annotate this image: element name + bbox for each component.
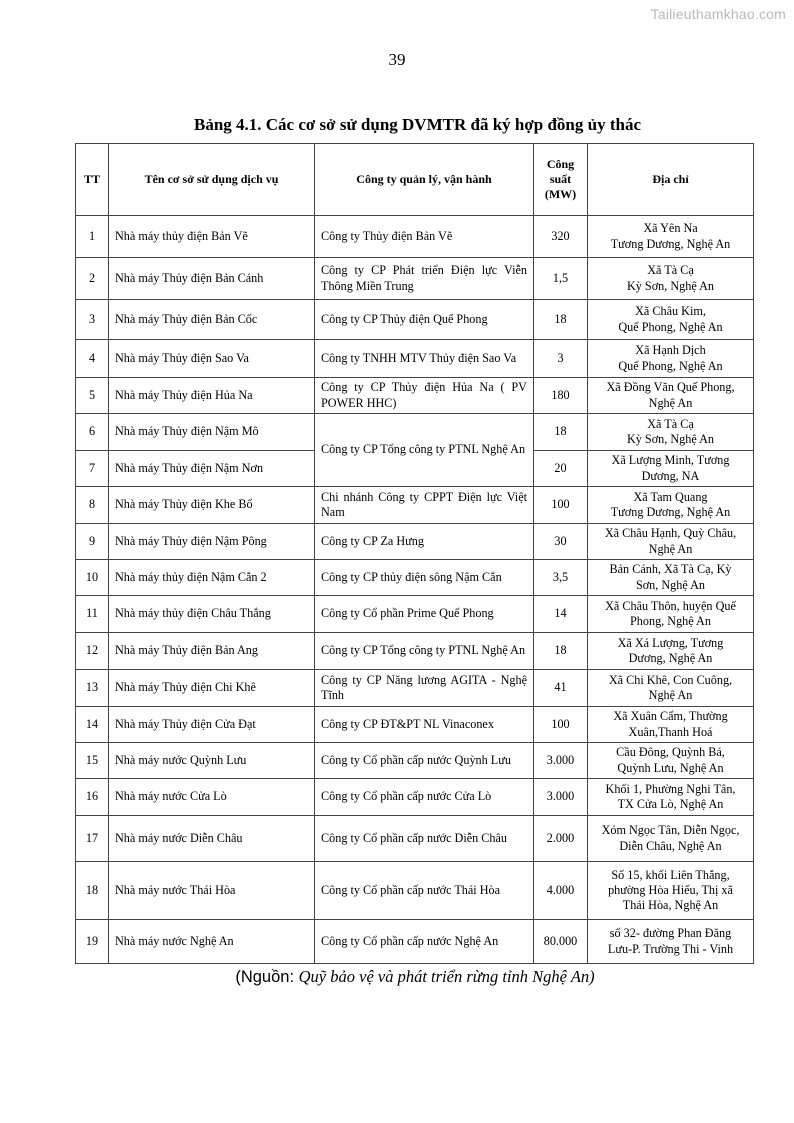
facility-name: Nhà máy nước Nghệ An <box>109 920 315 964</box>
address-line-1: Xã Xuân Cẩm, Thường <box>613 709 728 724</box>
capacity-value: 1,5 <box>534 258 588 300</box>
capacity-value: 3,5 <box>534 560 588 596</box>
table-row <box>76 340 754 378</box>
facility-name: Nhà máy Thủy điện Cửa Đạt <box>109 707 315 743</box>
table-row <box>76 560 754 596</box>
row-number: 18 <box>76 862 109 920</box>
address <box>588 300 754 340</box>
capacity-value: 80.000 <box>534 920 588 964</box>
row-number: 10 <box>76 560 109 596</box>
capacity-value: 320 <box>534 216 588 258</box>
operator-company: Công ty Cổ phần Prime Quế Phong <box>315 596 534 633</box>
facility-name: Nhà máy Thủy điện Nậm Pông <box>109 524 315 560</box>
address-line-2: Diễn Châu, Nghệ An <box>619 838 722 853</box>
address-line-2: Nghệ An <box>648 688 693 702</box>
row-number: 9 <box>76 524 109 560</box>
address-line-2: Dương, Nghệ An <box>628 651 713 665</box>
page-number: 39 <box>388 50 406 69</box>
table-body <box>76 216 754 964</box>
address-line-2: Nghệ An <box>648 395 693 410</box>
address-line-1: Xã Chi Khê, Con Cuông, <box>608 672 733 687</box>
operator-company: Công ty CP Tổng công ty PTNL Nghệ An <box>315 414 534 487</box>
capacity-value: 4.000 <box>534 862 588 920</box>
address-line-2: Xuân,Thanh Hoá <box>628 724 713 739</box>
row-number: 7 <box>76 451 109 487</box>
address <box>588 596 754 633</box>
facility-name: Nhà máy nước Diễn Châu <box>109 816 315 862</box>
operator-company: Công ty CP thủy điện sông Nậm Cắn <box>315 560 534 596</box>
address-line-1: Xã Yên Na <box>643 221 698 236</box>
table-row <box>76 862 754 920</box>
facility-name: Nhà máy Thủy điện Nậm Mô <box>109 414 315 451</box>
facility-name: Nhà máy nước Quỳnh Lưu <box>109 743 315 779</box>
row-number: 13 <box>76 670 109 707</box>
operator-company: Công ty Cổ phần cấp nước Cửa Lò <box>315 779 534 816</box>
address-line-2: Phong, Nghệ An <box>630 614 711 628</box>
address <box>588 378 754 414</box>
address-line-1: Khối 1, Phường Nghi Tân, <box>605 781 736 796</box>
operator-company: Công ty CP Phát triển Điện lực Viễn Thông Miền Trung <box>315 258 534 300</box>
table-title: Bảng 4.1. Các cơ sở sử dụng DVMTR đã ký hợp đồng ủy thác <box>193 115 641 134</box>
header-company: Công ty quản lý, vận hành <box>315 144 534 216</box>
facility-name: Nhà máy thủy điện Bản Vẽ <box>109 216 315 258</box>
address <box>588 920 754 964</box>
address-line-2: Tương Dương, Nghệ An <box>610 236 731 251</box>
operator-company: Công ty CP ĐT&PT NL Vinaconex <box>315 707 534 743</box>
address-line-2: Quế Phong, Nghệ An <box>618 358 723 373</box>
facility-name: Nhà máy Thủy điện Bản Cốc <box>109 300 315 340</box>
table-row <box>76 378 754 414</box>
address-line-2: Kỳ Sơn, Nghệ An <box>626 432 715 446</box>
address-line-2: Quế Phong, Nghệ An <box>618 319 723 334</box>
table-row <box>76 707 754 743</box>
address-line-2: Kỳ Sơn, Nghệ An <box>626 278 715 293</box>
facility-name: Nhà máy Thủy điện Khe Bố <box>109 487 315 524</box>
capacity-value: 41 <box>534 670 588 707</box>
table-row <box>76 670 754 707</box>
address-line-1: Xã Châu Hạnh, Quỳ Châu, <box>604 526 737 541</box>
address <box>588 560 754 596</box>
capacity-value: 20 <box>534 451 588 487</box>
capacity-value: 100 <box>534 707 588 743</box>
capacity-value: 3 <box>534 340 588 378</box>
operator-company: Công ty Thủy điện Bản Vẽ <box>315 216 534 258</box>
address-line-2: Thái Hòa, Nghệ An <box>622 898 719 913</box>
capacity-value: 3.000 <box>534 743 588 779</box>
address-line-1: Cầu Đông, Quỳnh Bá, <box>616 745 725 760</box>
address-line-2: Tương Dương, Nghệ An <box>610 505 731 519</box>
address <box>588 707 754 743</box>
address-line-2: Dương, NA <box>641 468 700 483</box>
capacity-value: 18 <box>534 414 588 451</box>
operator-company: Công ty Cổ phần cấp nước Diễn Châu <box>315 816 534 862</box>
header-name: Tên cơ sở sử dụng dịch vụ <box>109 144 315 216</box>
row-number: 17 <box>76 816 109 862</box>
operator-company: Công ty CP Thủy điện Quế Phong <box>315 300 534 340</box>
operator-company: Công ty Cổ phần cấp nước Nghệ An <box>315 920 534 964</box>
watermark: Tailieuthamkhao.com <box>650 6 786 22</box>
facility-name: Nhà máy Thủy điện Sao Va <box>109 340 315 378</box>
address-line-1: Số 15, khối Liên Thắng, phường Hòa Hiếu, Thị xã <box>608 867 733 897</box>
header-tt: TT <box>76 144 109 216</box>
row-number: 19 <box>76 920 109 964</box>
row-number: 8 <box>76 487 109 524</box>
address-line-2: TX Cửa Lò, Nghệ An <box>617 797 724 811</box>
capacity-value: 180 <box>534 378 588 414</box>
address-line-1: Xã Hạnh Dịch <box>635 343 706 358</box>
capacity-value: 14 <box>534 596 588 633</box>
header-capacity: Công suất (MW) <box>534 144 588 216</box>
address-line-1: Xã Tà Cạ <box>647 416 694 431</box>
table-row <box>76 216 754 258</box>
row-number: 14 <box>76 707 109 743</box>
address <box>588 216 754 258</box>
source-prefix: (Nguồn: <box>235 968 299 986</box>
facility-name: Nhà máy nước Cửa Lò <box>109 779 315 816</box>
table-row <box>76 779 754 816</box>
address <box>588 670 754 707</box>
table-row <box>76 920 754 964</box>
capacity-value: 18 <box>534 633 588 670</box>
facility-name: Nhà máy thủy điện Nậm Cắn 2 <box>109 560 315 596</box>
table-row <box>76 414 754 451</box>
operator-company: Công ty Cổ phần cấp nước Quỳnh Lưu <box>315 743 534 779</box>
row-number: 4 <box>76 340 109 378</box>
address <box>588 487 754 524</box>
capacity-value: 2.000 <box>534 816 588 862</box>
capacity-value: 100 <box>534 487 588 524</box>
capacity-value: 30 <box>534 524 588 560</box>
table-row <box>76 633 754 670</box>
table-row <box>76 596 754 633</box>
row-number: 3 <box>76 300 109 340</box>
address-line-1: Xã Lượng Minh, Tương <box>611 453 730 468</box>
address <box>588 862 754 920</box>
source-text: Quỹ bảo vệ và phát triển rừng tỉnh Nghệ An) <box>298 967 595 986</box>
address <box>588 743 754 779</box>
address <box>588 340 754 378</box>
table-header-row <box>76 144 754 216</box>
row-number: 12 <box>76 633 109 670</box>
source-note <box>0 967 794 987</box>
address-line-1: Xóm Ngọc Tân, Diễn Ngọc, <box>601 823 740 838</box>
row-number: 16 <box>76 779 109 816</box>
address <box>588 524 754 560</box>
address <box>588 258 754 300</box>
operator-company: Công ty CP Za Hưng <box>315 524 534 560</box>
address-line-1: Xã Tam Quang <box>633 489 708 504</box>
table-row <box>76 487 754 524</box>
address-line-1: Xã Xá Lượng, Tương <box>617 635 724 650</box>
operator-company: Công ty CP Thủy điện Hủa Na ( PV POWER HHC) <box>315 378 534 414</box>
address <box>588 451 754 487</box>
address-line-2: Lưu-P. Trường Thi - Vinh <box>607 941 734 956</box>
row-number: 6 <box>76 414 109 451</box>
table-row <box>76 258 754 300</box>
row-number: 2 <box>76 258 109 300</box>
table-row <box>76 816 754 862</box>
facility-name: Nhà máy Thủy điện Nậm Nơn <box>109 451 315 487</box>
facility-name: Nhà máy thủy điện Châu Thắng <box>109 596 315 633</box>
address <box>588 414 754 451</box>
capacity-value: 18 <box>534 300 588 340</box>
address-line-2: Quỳnh Lưu, Nghệ An <box>617 760 724 775</box>
address-line-2: Nghệ An <box>648 541 693 556</box>
capacity-value: 3.000 <box>534 779 588 816</box>
address-line-1: Xã Đồng Văn Quế Phong, <box>606 380 735 395</box>
address-line-1: Xã Châu Kim, <box>635 304 706 319</box>
operator-company: Công ty CP Năng lương AGITA - Nghệ Tĩnh <box>315 670 534 707</box>
table-row <box>76 524 754 560</box>
address <box>588 816 754 862</box>
facility-name: Nhà máy nước Thái Hòa <box>109 862 315 920</box>
row-number: 11 <box>76 596 109 633</box>
table-row <box>76 743 754 779</box>
facility-name: Nhà máy Thủy điện Hủa Na <box>109 378 315 414</box>
table-row <box>76 300 754 340</box>
address-line-1: Xã Châu Thôn, huyện Quế <box>605 598 736 613</box>
address-line-1: Bản Cánh, Xã Tà Cạ, Kỳ <box>609 562 732 577</box>
facilities-table <box>75 143 754 964</box>
row-number: 5 <box>76 378 109 414</box>
row-number: 1 <box>76 216 109 258</box>
facility-name: Nhà máy Thủy điện Chi Khê <box>109 670 315 707</box>
facility-name: Nhà máy Thủy điện Bản Cánh <box>109 258 315 300</box>
operator-company: Công ty TNHH MTV Thủy điện Sao Va <box>315 340 534 378</box>
address-line-2: Sơn, Nghệ An <box>635 577 706 592</box>
operator-company: Chi nhánh Công ty CPPT Điện lực Việt Nam <box>315 487 534 524</box>
row-number: 15 <box>76 743 109 779</box>
address-line-1: số 32- đường Phan Đăng <box>609 926 732 941</box>
facility-name: Nhà máy Thủy điện Bản Ang <box>109 633 315 670</box>
address <box>588 633 754 670</box>
header-address: Địa chỉ <box>588 144 754 216</box>
address <box>588 779 754 816</box>
operator-company: Công ty Cổ phần cấp nước Thái Hòa <box>315 862 534 920</box>
operator-company: Công ty CP Tổng công ty PTNL Nghệ An <box>315 633 534 670</box>
address-line-1: Xã Tà Cạ <box>647 263 694 278</box>
